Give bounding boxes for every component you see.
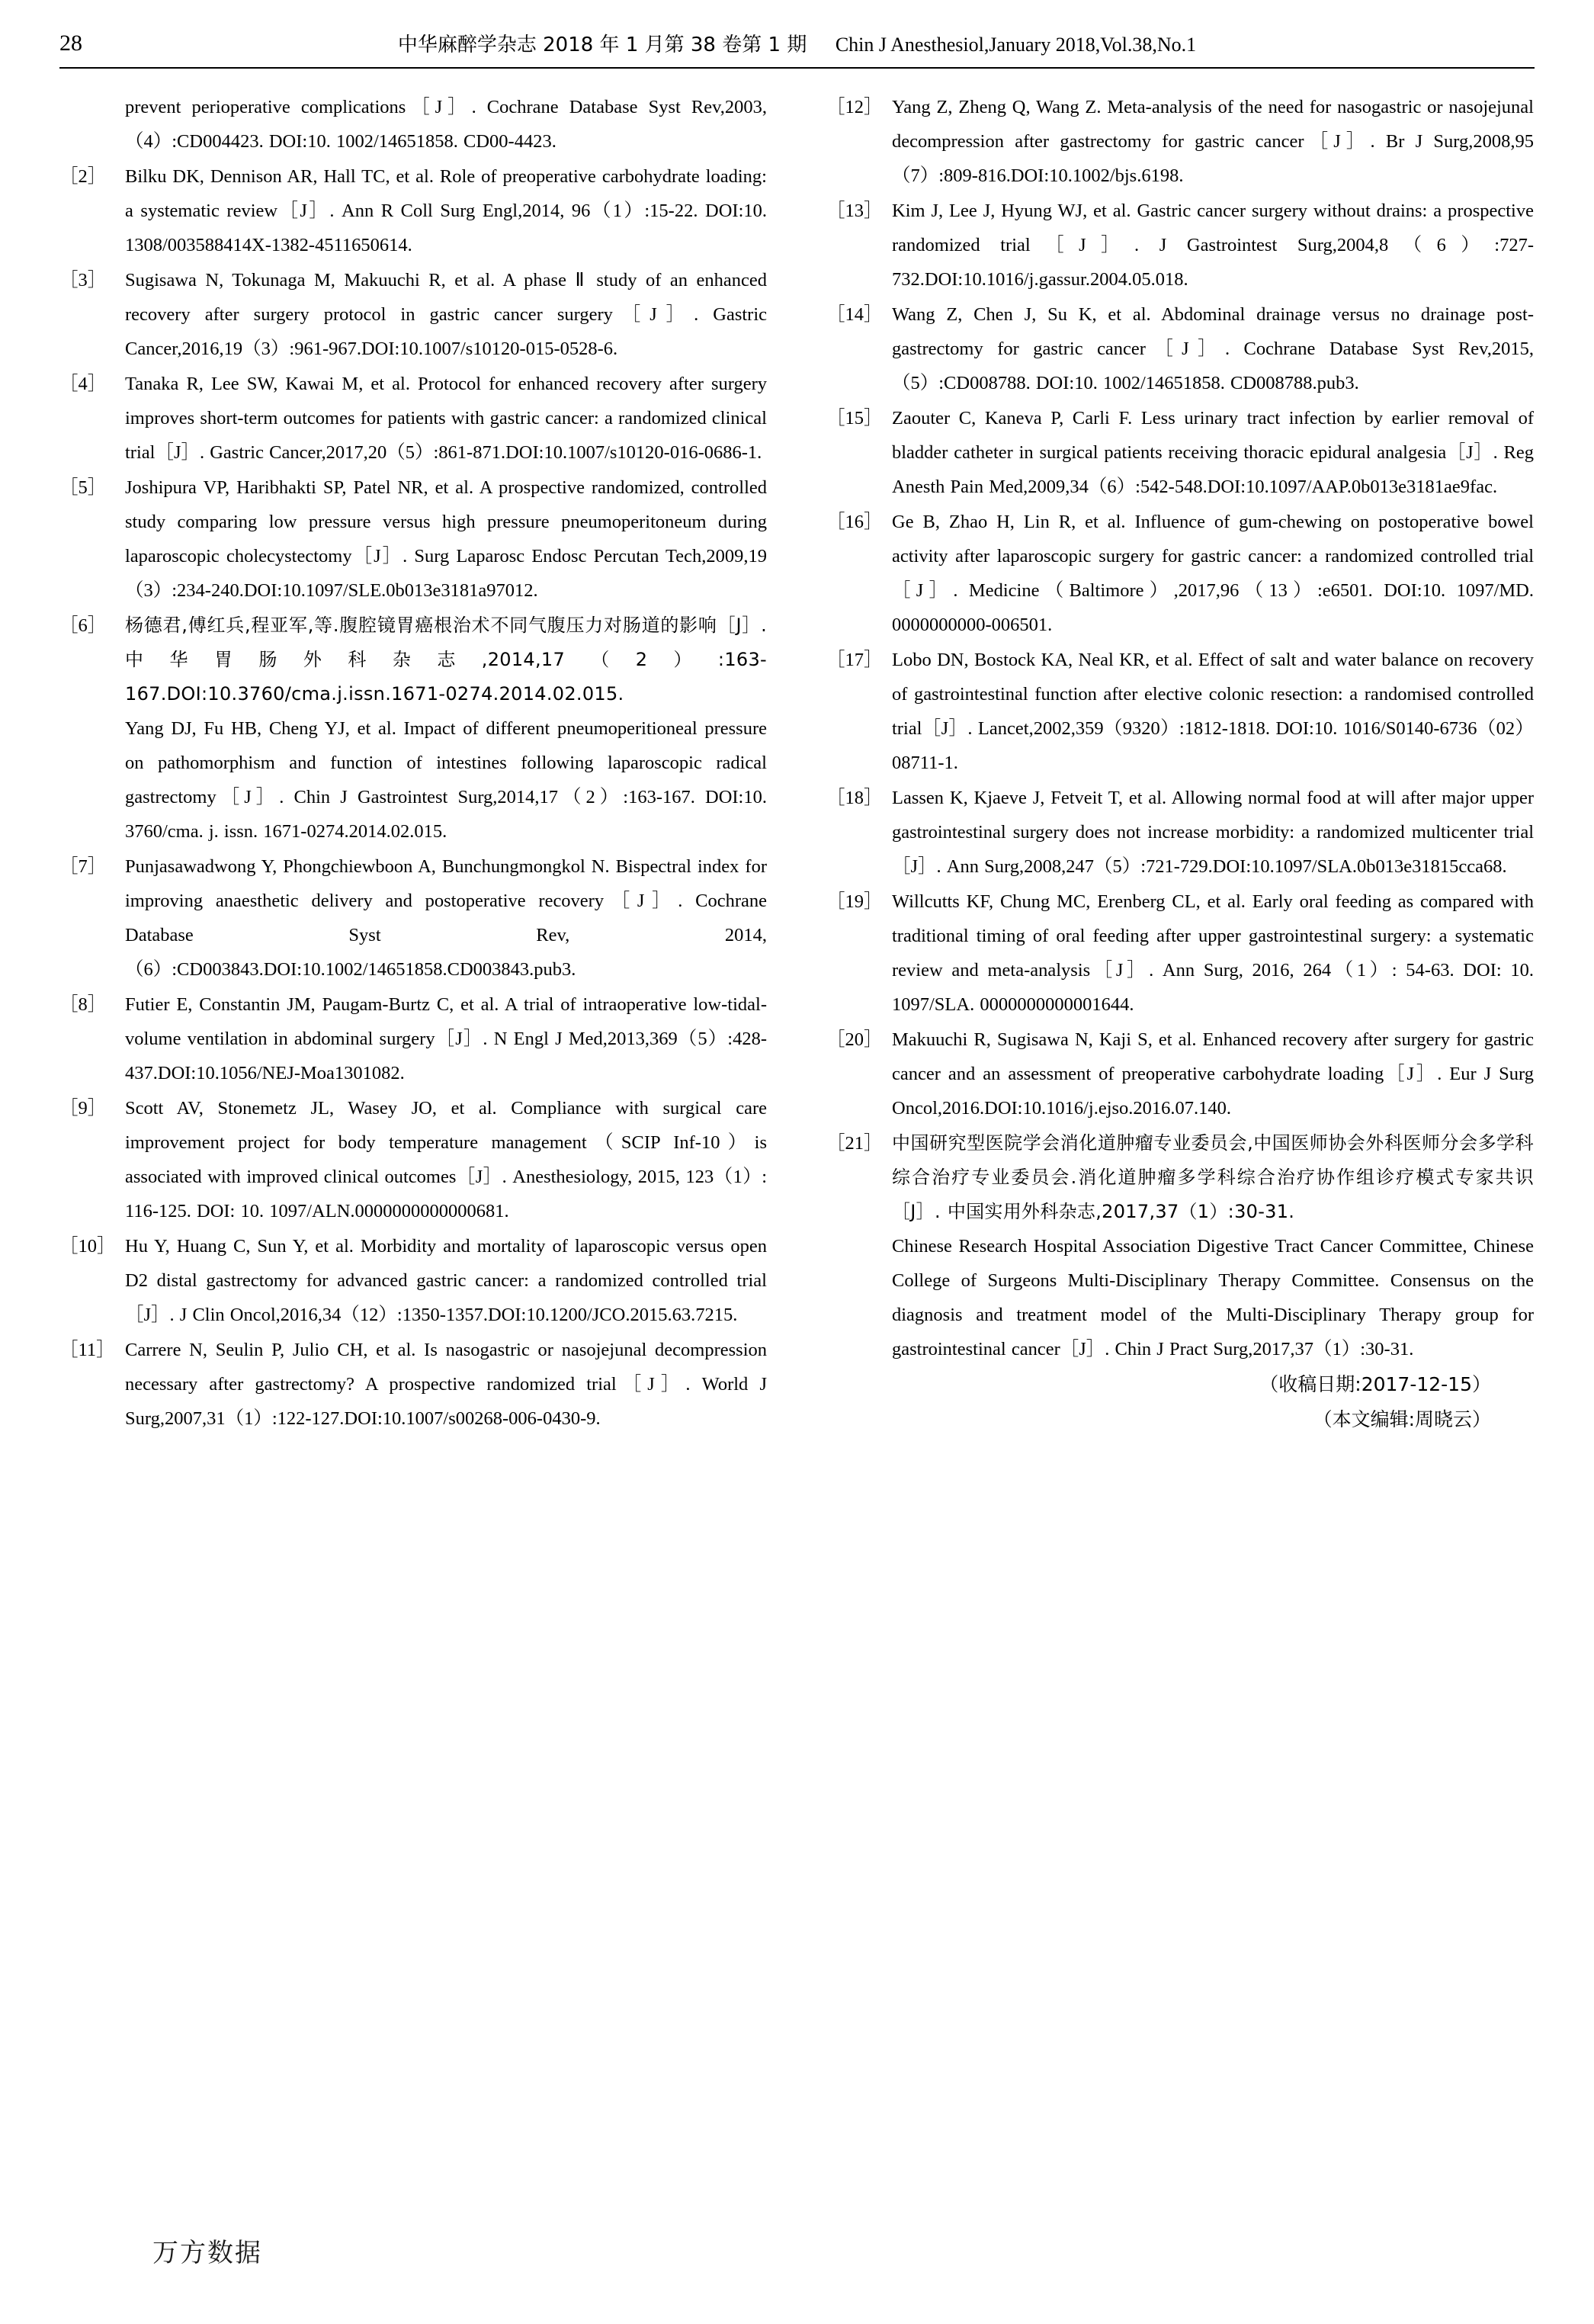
reference-number: ［15］ [826,408,883,429]
reference-number: ［19］ [826,891,883,912]
reference-text: Sugisawa N, Tokunaga M, Makuuchi R, et al. A phase Ⅱ study of an enhanced recovery after surgery protocol in gastric cancer surgery［J］. Gastric Cancer,2016,19（3）:961-967.DOI:10.1007/s10120-015-0528-6. [125,270,767,359]
reference-item [59,608,767,849]
reference-number: ［11］ [59,1340,115,1360]
reference-text: Hu Y, Huang C, Sun Y, et al. Morbidity and mortality of laparoscopic versus open D2 distal gastrectomy for advanced gastric cancer: a randomized controlled trial［J］. J Clin Oncol,2016,34（12）:1350-1357.DOI:10.1200/JCO.2015.63.7215. [125,1236,767,1325]
reference-text: Yang Z, Zheng Q, Wang Z. Meta-analysis of the need for nasogastric or nasojejunal decompression after gastrectomy for gastric cancer［J］. Br J Surg,2008,95（7）:809-816.DOI:10.1002/bjs.6198. [892,97,1534,186]
reference-item [59,159,767,262]
database-watermark: 万方数据 [152,2238,262,2268]
reference-number: ［17］ [826,650,883,670]
reference-number: ［6］ [59,615,107,636]
reference-number: ［7］ [59,856,107,877]
reference-text: Makuuchi R, Sugisawa N, Kaji S, et al. Enhanced recovery after surgery for gastric cancer and an assessment of preoperative carbohydrate loading［J］. Eur J Surg Oncol,2016.DOI:10.1016/j.ejso.2016.07.140. [892,1029,1534,1119]
reference-item [826,781,1534,884]
reference-number: ［3］ [59,270,107,290]
left-column [59,90,767,1437]
reference-item [826,194,1534,297]
reference-number: ［18］ [826,788,883,808]
reference-text-cn: 杨德君,傅红兵,程亚军,等.腹腔镜胃癌根治术不同气腹压力对肠道的影响［J］. 中华胃肠外科杂志,2014,17（2）:163-167.DOI:10.3760/cma.j.issn.1671-0274.2014.02.015. [125,615,767,705]
reference-text: Carrere N, Seulin P, Julio CH, et al. Is nasogastric or nasojejunal decompression necessary after gastrectomy? A prospective randomized trial［J］. World J Surg,2007,31（1）:122-127.DOI:10.1007/s00268-006-0430-9. [125,1340,767,1429]
editor-line: （本文编辑:周晓云） [1313,1408,1491,1430]
reference-number: ［5］ [59,477,107,498]
reference-number: ［14］ [826,304,883,325]
reference-item [59,1229,767,1332]
reference-text: Kim J, Lee J, Hyung WJ, et al. Gastric cancer surgery without drains: a prospective randomized trial［J］. J Gastrointest Surg,2004,8（6）:727-732.DOI:10.1016/j.gassur.2004.05.018. [892,201,1534,290]
reference-item [826,1126,1534,1366]
reference-number: ［9］ [59,1098,107,1119]
received-date: （收稿日期:2017-12-15） [1259,1373,1491,1395]
page-header [0,23,1594,66]
reference-text-translation: Chinese Research Hospital Association Digestive Tract Cancer Committee, Chinese College of Surgeons Multi-Disciplinary Therapy Committee. Consensus on the diagnosis and treatment model of the Multi-Disciplinary Therapy group for gastrointestinal cancer［J］. Chin J Pract Surg,2017,37（1）:30-31. [892,1236,1534,1359]
reference-item [826,505,1534,642]
reference-text: Joshipura VP, Haribhakti SP, Patel NR, et al. A prospective randomized, controlled study comparing low pressure versus high pressure pneumoperitoneum during laparoscopic cholecystectomy［J］. Surg Laparosc Endosc Percutan Tech,2009,19（3）:234-240.DOI:10.1097/SLE.0b013e3181a97012. [125,477,767,601]
reference-text: Wang Z, Chen J, Su K, et al. Abdominal drainage versus no drainage post-gastrectomy for gastric cancer［J］. Cochrane Database Syst Rev,2015,（5）:CD008788. DOI:10. 1002/14651858. CD008788.pub3. [892,304,1534,393]
reference-text: Lassen K, Kjaeve J, Fetveit T, et al. Allowing normal food at will after major upper gastrointestinal surgery does not increase morbidity: a randomized multicenter trial［J］. Ann Surg,2008,247（5）:721-729.DOI:10.1097/SLA.0b013e31815cca68. [892,788,1534,877]
journal-header-line [0,29,1594,57]
reference-columns [59,90,1535,1437]
reference-number: ［2］ [59,166,107,187]
reference-number: ［16］ [826,512,883,532]
reference-item [826,884,1534,1022]
reference-item [59,367,767,470]
right-column [826,90,1534,1437]
reference-text: Tanaka R, Lee SW, Kawai M, et al. Protocol for enhanced recovery after surgery improves short-term outcomes for patients with gastric cancer: a randomized clinical trial［J］. Gastric Cancer,2017,20（5）:861-871.DOI:10.1007/s10120-016-0686-1. [125,374,767,463]
reference-item [826,401,1534,504]
reference-text: Zaouter C, Kaneva P, Carli F. Less urinary tract infection by earlier removal of bladder catheter in surgical patients receiving thoracic epidural analgesia［J］. Reg Anesth Pain Med,2009,34（6）:542-548.DOI:10.1097/AAP.0b013e3181ae9fac. [892,408,1534,497]
page-number: 28 [59,30,82,56]
reference-number: ［12］ [826,97,883,117]
reference-text: Ge B, Zhao H, Lin R, et al. Influence of gum-chewing on postoperative bowel activity after laparoscopic surgery for gastric cancer: a randomized controlled trial［J］. Medicine（Baltimore）,2017,96（13）:e6501. DOI:10. 1097/MD. 0000000000-006501. [892,512,1534,635]
reference-item [826,90,1534,193]
reference-item [59,1091,767,1228]
reference-text: Punjasawadwong Y, Phongchiewboon A, Bunchungmongkol N. Bispectral index for improving anaesthetic delivery and postoperative recovery［J］. Cochrane Database Syst Rev, 2014,（6）:CD003843.DOI:10.1002/14651858.CD003843.pub3. [125,856,767,980]
reference-item [59,849,767,987]
reference-text-translation: Yang DJ, Fu HB, Cheng YJ, et al. Impact of different pneumoperitioneal pressure on pathomorphism and function of intestines following laparoscopic radical gastrectomy［J］. Chin J Gastrointest Surg,2014,17（2）:163-167. DOI:10. 3760/cma. j. issn. 1671-0274.2014.02.015. [125,718,767,842]
reference-text: Futier E, Constantin JM, Paugam-Burtz C, et al. A trial of intraoperative low-tidal-volume ventilation in abdominal surgery［J］. N Engl J Med,2013,369（5）:428-437.DOI:10.1056/NEJ-Moa1301082. [125,994,767,1083]
reference-number: ［8］ [59,994,107,1015]
reference-number: ［21］ [826,1133,883,1154]
reference-number [59,90,125,159]
reference-number: ［20］ [826,1029,883,1050]
reference-item [826,643,1534,780]
reference-item [59,470,767,608]
reference-text-cn: 中国研究型医院学会消化道肿瘤专业委员会,中国医师协会外科医师分会多学科综合治疗专业委员会.消化道肿瘤多学科综合治疗协作组诊疗模式专家共识［J］. 中国实用外科杂志,2017,37（1）:30-31. [892,1132,1534,1222]
reference-text: Lobo DN, Bostock KA, Neal KR, et al. Effect of salt and water balance on recovery of gastrointestinal function after elective colonic resection: a randomised controlled trial［J］. Lancet,2002,359（9320）:1812-1818. DOI:10. 1016/S0140-6736（02）08711-1. [892,650,1534,773]
reference-number: ［10］ [59,1236,116,1257]
reference-item [826,1022,1534,1125]
reference-item [59,1333,767,1436]
header-divider [59,67,1535,69]
reference-text: Bilku DK, Dennison AR, Hall TC, et al. Role of preoperative carbohydrate loading: a systematic review［J］. Ann R Coll Surg Engl,2014, 96（1）:15-22. DOI:10. 1308/003588414X-1382-4511650614. [125,166,767,255]
reference-text: Willcutts KF, Chung MC, Erenberg CL, et al. Early oral feeding as compared with traditional timing of oral feeding after upper gastrointestinal surgery: a systematic review and meta-analysis［J］. Ann Surg, 2016, 264（1）: 54-63. DOI: 10. 1097/SLA. 0000000000001644. [892,891,1534,1015]
reference-text: Scott AV, Stonemetz JL, Wasey JO, et al. Compliance with surgical care improvement project for body temperature management（SCIP Inf-10）is associated with improved clinical outcomes［J］. Anesthesiology, 2015, 123（1）: 116-125. DOI: 10. 1097/ALN.0000000000000681. [125,1098,767,1221]
reference-text: prevent perioperative complications［J］. Cochrane Database Syst Rev,2003,（4）:CD004423. DOI:10. 1002/14651858. CD00-4423. [125,97,767,152]
reference-number: ［4］ [59,374,107,394]
reference-item [59,987,767,1090]
journal-title-cn: 中华麻醉学杂志 2018 年 1 月第 38 卷第 1 期 [397,34,807,56]
reference-item [826,297,1534,400]
reference-item [59,263,767,366]
reference-number: ［13］ [826,201,883,221]
reference-item [59,90,767,159]
journal-title-en: Chin J Anesthesiol,January 2018,Vol.38,No.1 [835,34,1197,56]
